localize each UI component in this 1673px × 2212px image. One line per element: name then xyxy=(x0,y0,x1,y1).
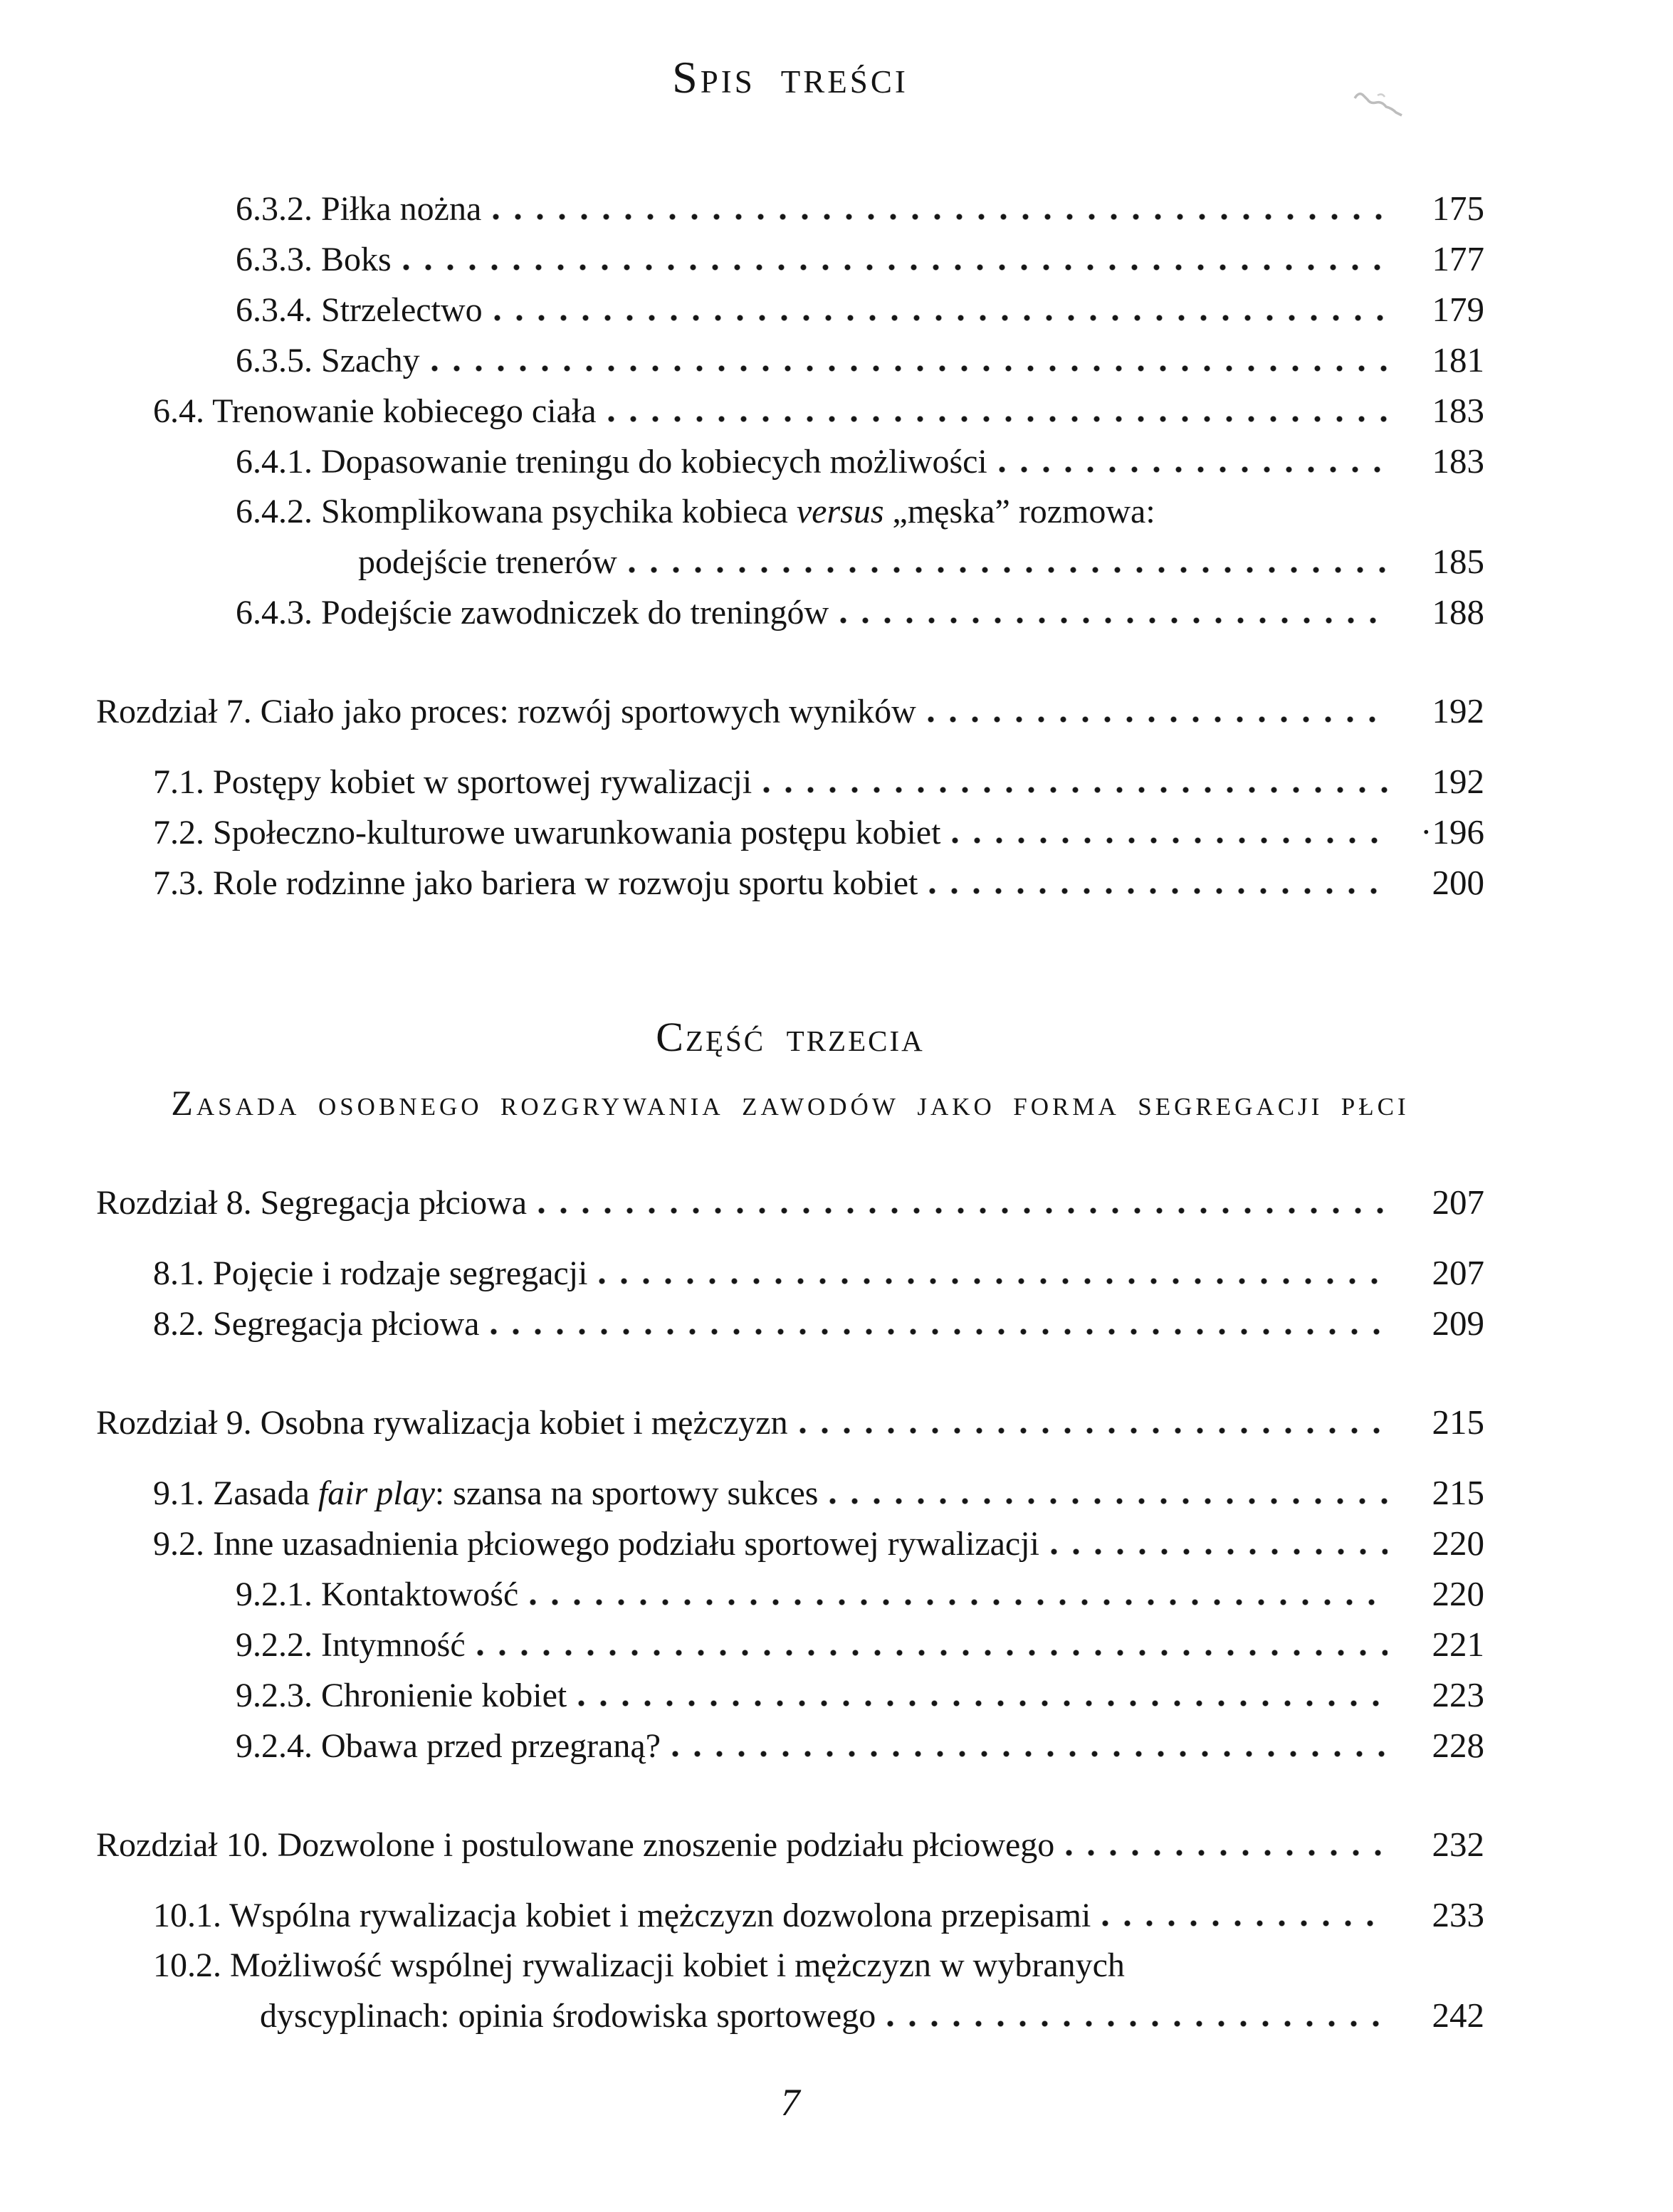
toc-entry xyxy=(96,1993,1484,2038)
entry-page-number: 215 xyxy=(1432,1403,1484,1442)
entry-page-number: 192 xyxy=(1432,762,1484,801)
page-content xyxy=(96,0,1484,2038)
dot-leader xyxy=(578,1700,1388,1707)
dot-leader xyxy=(672,1751,1388,1757)
toc-entry xyxy=(96,338,1484,383)
dot-leader xyxy=(887,2020,1388,2027)
entry-label: 6.4.2. Skomplikowana psychika kobieca versus „męska” rozmowa: xyxy=(236,493,1155,530)
dot-leader xyxy=(763,787,1388,793)
toc-entry xyxy=(96,590,1484,635)
toc-entry xyxy=(96,1944,1484,1988)
toc-entry xyxy=(96,1400,1484,1445)
entry-page-number: 242 xyxy=(1432,1996,1484,2035)
toc-entry xyxy=(96,1572,1484,1617)
entry-label: 6.3.4. Strzelectwo xyxy=(236,291,483,329)
dot-leader xyxy=(538,1207,1388,1214)
dot-leader xyxy=(629,567,1388,573)
entry-label: 6.3.5. Szachy xyxy=(236,342,420,379)
entry-page-number: 192 xyxy=(1432,691,1484,730)
dot-leader xyxy=(477,1650,1388,1656)
dot-leader xyxy=(493,214,1388,220)
entry-page-number: 181 xyxy=(1432,340,1484,379)
toc-entry xyxy=(96,1301,1484,1346)
toc-entry xyxy=(96,1893,1484,1938)
entry-page-number: 228 xyxy=(1432,1726,1484,1765)
dot-leader xyxy=(929,888,1388,894)
toc-entry xyxy=(96,439,1484,484)
entry-label: 10.2. Możliwość wspólnej rywalizacji kobiet i mężczyzn w wybranych xyxy=(153,1946,1125,1984)
toc-entry xyxy=(96,389,1484,434)
entry-page-number: 207 xyxy=(1432,1183,1484,1222)
entry-page-number: 177 xyxy=(1432,239,1484,278)
entry-label: 6.4. Trenowanie kobiecego ciała xyxy=(153,392,597,430)
entry-page-number: 221 xyxy=(1432,1625,1484,1664)
entry-label: 7.1. Postępy kobiet w sportowej rywalizacji xyxy=(153,763,752,801)
dot-leader xyxy=(799,1427,1388,1434)
entry-label: 9.2.1. Kontaktowość xyxy=(236,1576,519,1613)
dot-leader xyxy=(999,466,1388,473)
entry-label: 6.3.2. Piłka nożna xyxy=(236,190,482,228)
entry-page-number: 220 xyxy=(1432,1574,1484,1613)
dot-leader xyxy=(494,315,1388,321)
dot-leader xyxy=(1051,1548,1388,1555)
entry-label: dyscyplinach: opinia środowiska sportowego xyxy=(260,1997,876,2035)
toc-list xyxy=(96,187,1484,2038)
dot-leader xyxy=(1102,1920,1388,1927)
entry-label: 9.2.3. Chronienie kobiet xyxy=(236,1677,567,1714)
entry-page-number: 185 xyxy=(1432,542,1484,581)
toc-entry xyxy=(96,1251,1484,1296)
entry-label: Rozdział 10. Dozwolone i postulowane znoszenie podziału płciowego xyxy=(96,1826,1055,1864)
entry-page-number: 183 xyxy=(1432,391,1484,430)
toc-entry xyxy=(96,490,1484,534)
entry-label: 6.4.1. Dopasowanie treningu do kobiecych możliwości xyxy=(236,443,987,481)
dot-leader xyxy=(530,1599,1388,1605)
dot-leader xyxy=(829,1498,1388,1504)
toc-entry xyxy=(96,1471,1484,1516)
entry-label: 10.1. Wspólna rywalizacja kobiet i mężczyzn dozwolona przepisami xyxy=(153,1897,1091,1934)
toc-entry xyxy=(96,237,1484,282)
entry-label: 8.2. Segregacja płciowa xyxy=(153,1305,480,1343)
dot-leader xyxy=(431,365,1388,372)
entry-page-number: 215 xyxy=(1432,1473,1484,1512)
dot-leader xyxy=(840,617,1388,624)
entry-page-number: 179 xyxy=(1432,290,1484,329)
entry-page-number: ·196 xyxy=(1420,812,1484,851)
entry-label: 9.2. Inne uzasadnienia płciowego podziału sportowej rywalizacji xyxy=(153,1525,1039,1563)
entry-page-number: 223 xyxy=(1432,1675,1484,1714)
toc-entry xyxy=(96,1673,1484,1718)
toc-entry xyxy=(96,760,1484,804)
dot-leader xyxy=(599,1278,1388,1284)
entry-label: 9.2.2. Intymność xyxy=(236,1626,466,1664)
entry-label: 9.2.4. Obawa przed przegraną? xyxy=(236,1727,661,1765)
entry-label: 9.1. Zasada fair play: szansa na sportowy sukces xyxy=(153,1474,819,1512)
entry-label: 6.4.3. Podejście zawodniczek do treningów xyxy=(236,594,829,631)
toc-entry xyxy=(96,1823,1484,1867)
toc-entry xyxy=(96,540,1484,585)
dot-leader xyxy=(1066,1850,1388,1856)
entry-label: podejście trenerów xyxy=(358,543,617,581)
toc-entry xyxy=(96,689,1484,734)
part-kicker: Część trzecia xyxy=(656,1014,925,1060)
entry-page-number: 207 xyxy=(1432,1253,1484,1292)
part-title: Zasada osobnego rozgrywania zawodów jako forma segregacji płci xyxy=(171,1083,1410,1123)
entry-label: 6.3.3. Boks xyxy=(236,241,392,278)
toc-entry xyxy=(96,1623,1484,1667)
entry-label: 7.3. Role rodzinne jako bariera w rozwoju sportu kobiet xyxy=(153,864,918,902)
dot-leader xyxy=(608,416,1388,422)
dot-leader xyxy=(952,837,1388,844)
toc-entry xyxy=(96,187,1484,231)
dot-leader xyxy=(491,1328,1388,1335)
entry-page-number: 183 xyxy=(1432,441,1484,481)
toc-entry xyxy=(96,810,1484,855)
toc-entry xyxy=(96,861,1484,906)
entry-page-number: 175 xyxy=(1432,189,1484,228)
entry-label: 7.2. Społeczno-kulturowe uwarunkowania postępu kobiet xyxy=(153,814,941,851)
entry-page-number: 233 xyxy=(1432,1895,1484,1934)
dot-leader xyxy=(403,264,1388,271)
toc-entry xyxy=(96,1724,1484,1768)
entry-page-number: 232 xyxy=(1432,1825,1484,1864)
entry-page-number: 188 xyxy=(1432,592,1484,631)
entry-label: Rozdział 9. Osobna rywalizacja kobiet i mężczyzn xyxy=(96,1404,788,1442)
page-title: Spis treści xyxy=(672,52,908,103)
entry-page-number: 200 xyxy=(1432,863,1484,902)
toc-entry xyxy=(96,1521,1484,1566)
toc-entry xyxy=(96,1180,1484,1225)
entry-page-number: 220 xyxy=(1432,1524,1484,1563)
toc-entry xyxy=(96,288,1484,332)
entry-label: Rozdział 8. Segregacja płciowa xyxy=(96,1184,528,1222)
entry-page-number: 209 xyxy=(1432,1304,1484,1343)
dot-leader xyxy=(928,716,1388,723)
entry-label: Rozdział 7. Ciało jako proces: rozwój sportowych wyników xyxy=(96,693,916,730)
entry-label: 8.1. Pojęcie i rodzaje segregacji xyxy=(153,1254,588,1292)
footer-page-number: 7 xyxy=(780,2081,800,2124)
